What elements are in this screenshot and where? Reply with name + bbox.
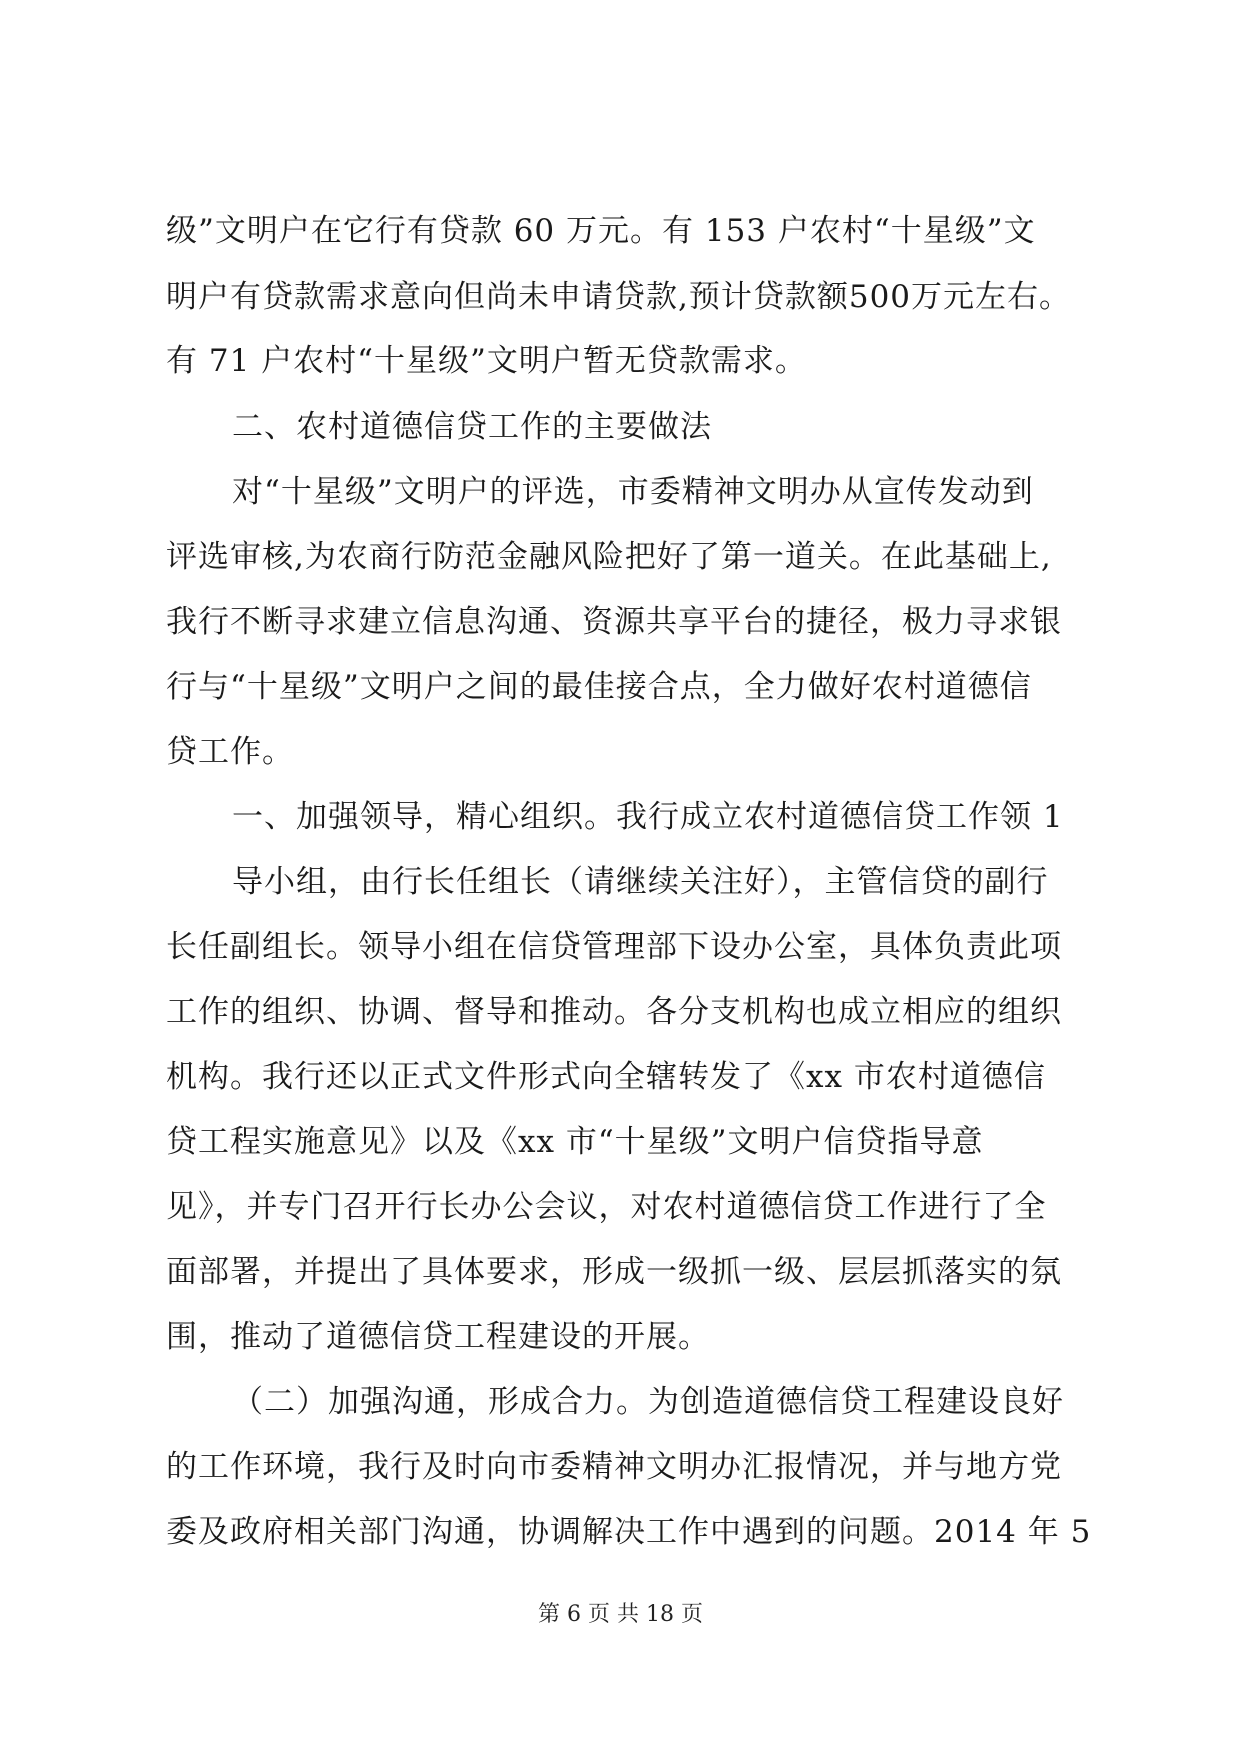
text-line: 委及政府相关部门沟通，协调解决工作中遇到的问题。2014 年 5: [166, 1514, 1092, 1550]
text-line: 围，推动了道德信贷工程建设的开展。: [166, 1319, 710, 1355]
text-line: 长任副组长。领导小组在信贷管理部下设办公室，具体负责此项: [166, 929, 1062, 965]
text-line: 我行不断寻求建立信息沟通、资源共享平台的捷径，极力寻求银: [166, 604, 1062, 640]
text-line: 机构。我行还以正式文件形式向全辖转发了《xx 市农村道德信: [166, 1059, 1046, 1095]
page-number-footer: 第 6 页 共 18 页: [538, 1602, 703, 1627]
text-line: 导小组，由行长任组长（请继续关注好），主管信贷的副行: [232, 864, 1049, 900]
text-line: 见》，并专门召开行长办公会议，对农村道德信贷工作进行了全: [166, 1189, 1047, 1225]
text-line: 明户有贷款需求意向但尚未申请贷款,预计贷款额500万元左右。: [166, 279, 1072, 315]
text-line: 行与“十星级”文明户之间的最佳接合点，全力做好农村道德信: [166, 669, 1032, 705]
text-line: （二）加强沟通，形成合力。为创造道德信贷工程建设良好: [232, 1384, 1064, 1420]
text-line: 评选审核,为农商行防范金融风险把好了第一道关。在此基础上,: [166, 539, 1052, 575]
text-line: 对“十星级”文明户的评选，市委精神文明办从宣传发动到: [232, 474, 1034, 510]
text-line: 的工作环境，我行及时向市委精神文明办汇报情况，并与地方党: [166, 1449, 1062, 1485]
text-line: 工作的组织、协调、督导和推动。各分支机构也成立相应的组织: [166, 994, 1062, 1030]
text-line: 有 71 户农村“十星级”文明户暂无贷款需求。: [166, 343, 807, 379]
text-line: 级”文明户在它行有贷款 60 万元。有 153 户农村“十星级”文: [166, 213, 1036, 249]
section-heading: 二、农村道德信贷工作的主要做法: [232, 409, 712, 445]
text-line: 贷工程实施意见》以及《xx 市“十星级”文明户信贷指导意: [166, 1124, 984, 1160]
text-line: 贷工作。: [166, 734, 294, 770]
text-line: 一、加强领导，精心组织。我行成立农村道德信贷工作领 1: [232, 799, 1064, 835]
text-line: 面部署，并提出了具体要求，形成一级抓一级、层层抓落实的氛: [166, 1254, 1062, 1290]
